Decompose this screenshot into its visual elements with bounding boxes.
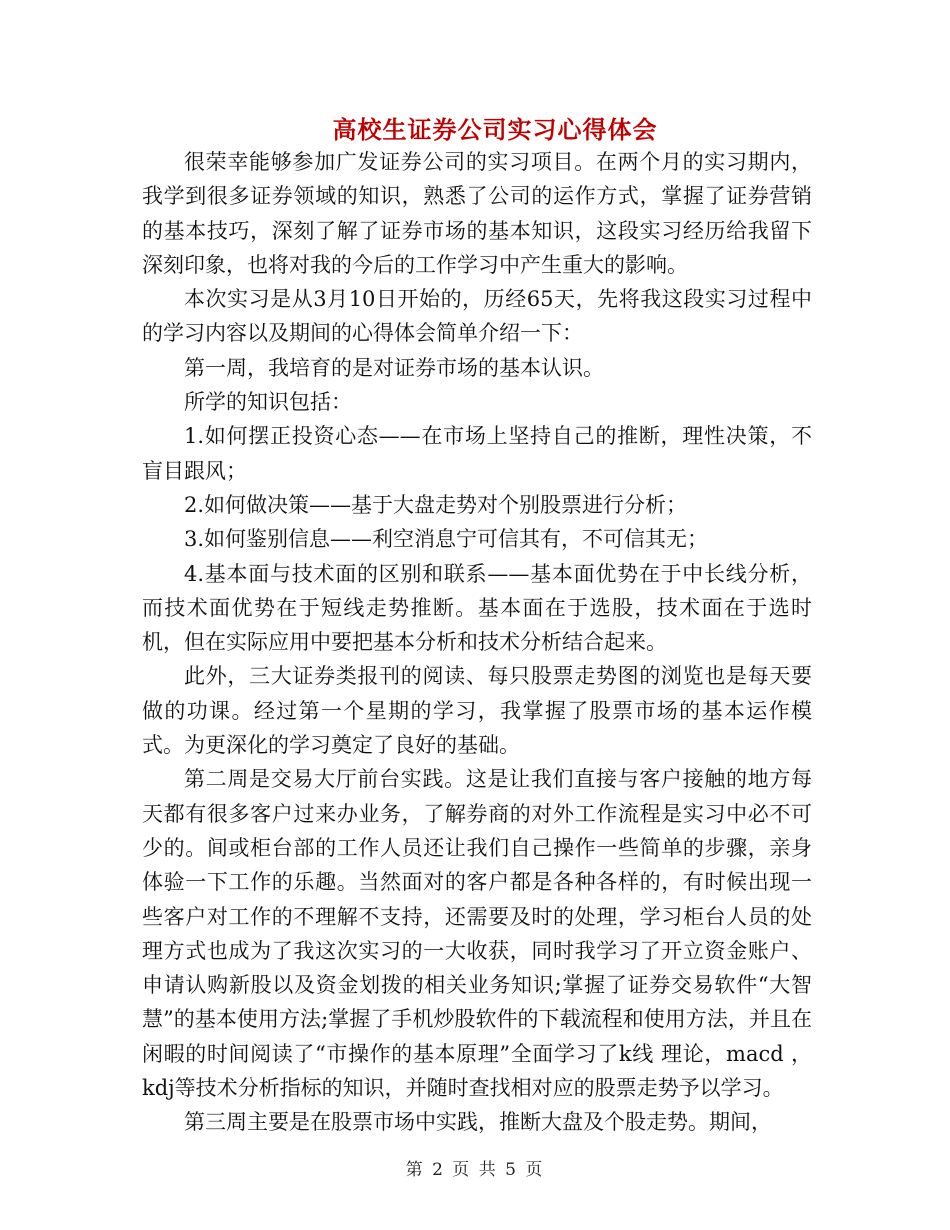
list-item: 4.基本面与技术面的区别和联系——基本面优势在于中长线分析，而技术面优势在于短线走势推断。基本面在于选股，技术面在于选时机，但在实际应用中要把基本分析和技术分析结合起来。 [142, 561, 812, 655]
document-title: 高校生证券公司实习心得体会 [332, 115, 658, 144]
paragraph: 此外，三大证券类报刊的阅读、每只股票走势图的浏览也是每天要做的功课。经过第一个星期的学习，我掌握了股票市场的基本运作模式。为更深化的学习奠定了良好的基础。 [142, 664, 812, 758]
paragraph: 本次实习是从3月10日开始的，历经65天，先将我这段实习过程中的学习内容以及期间的心得体会简单介绍一下： [142, 287, 812, 346]
list-item: 3.如何鉴别信息——利空消息宁可信其有，不可信其无； [184, 527, 709, 552]
paragraph: 很荣幸能够参加广发证券公司的实习项目。在两个月的实习期内，我学到很多证券领域的知识，熟悉了公司的运作方式，掌握了证券营销的基本技巧，深刻了解了证券市场的基本知识，这段实习经历给我留下深刻印象，也将对我的今后的工作学习中产生重大的影响。 [142, 150, 812, 277]
paragraph: 第三周主要是在股票市场中实践，推断大盘及个股走势。期间， [184, 1110, 772, 1135]
page-number-footer: 第 2 页 共 5 页 [405, 1160, 545, 1180]
list-item: 1.如何摆正投资心态——在市场上坚持自己的推断，理性决策，不盲目跟风； [142, 424, 812, 483]
list-item: 2.如何做决策——基于大盘走势对个别股票进行分析； [184, 492, 688, 517]
paragraph: 第一周，我培育的是对证券市场的基本认识。 [184, 355, 604, 380]
document-body [142, 145, 812, 1140]
paragraph: 第二周是交易大厅前台实践。这是让我们直接与客户接触的地方每天都有很多客户过来办业务，了解券商的对外工作流程是实习中必不可少的。间或柜台部的工作人员还让我们自己操作一些简单的步骤，亲身体验一下工作的乐趣。当然面对的客户都是各种各样的，有时候出现一些客户对工作的不理解不支持，还需要及时的处理，学习柜台人员的处理方式也成为了我这次实习的一大收获，同时我学习了开立资金账户、申请认购新股以及资金划拨的相关业务知识;掌握了证券交易软件“大智慧”的基本使用方法;掌握了手机炒股软件的下载流程和使用方法，并且在闲暇的时间阅读了“市操作的基本原理”全面学习了k线 理论，macd ，kdj等技术分析指标的知识，并随时查找相对应的股票走势予以学习。 [142, 767, 812, 1101]
paragraph: 所学的知识包括： [184, 390, 352, 415]
